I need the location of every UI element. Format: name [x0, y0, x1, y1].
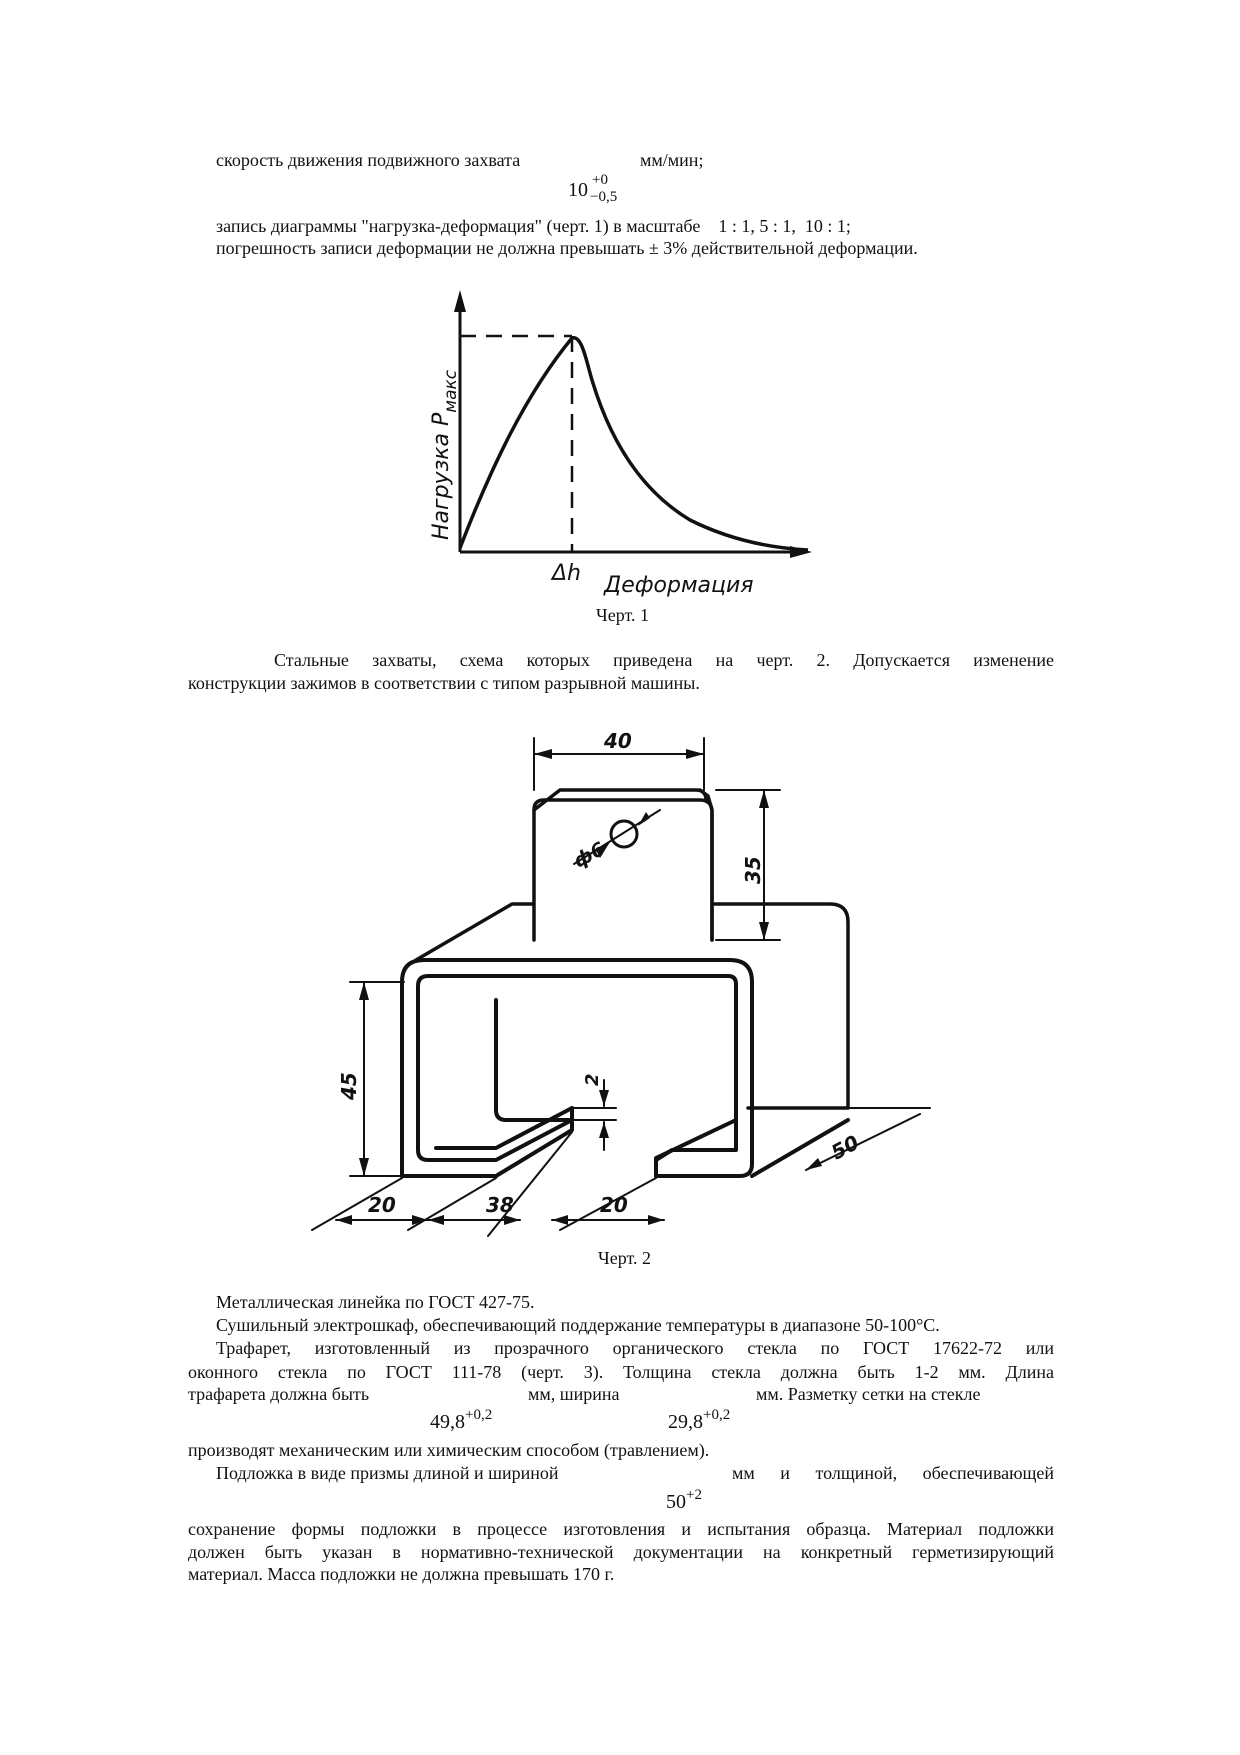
dim-bottom-mid-label: 38 [486, 1193, 514, 1217]
dimension-arrows [336, 749, 822, 1225]
dim-height-top-label: 35 [741, 856, 765, 884]
speed-sub: −0,5 [590, 189, 618, 205]
length-sup: +0,2 [465, 1407, 493, 1423]
speed-base: 10 [568, 179, 588, 201]
length-base: 49,8 [430, 1411, 465, 1433]
hole [611, 821, 637, 847]
dim-width-label: 40 [604, 729, 632, 753]
substrate-line1b: мм и толщиной, обеспечивающей [732, 1463, 1054, 1483]
figure1-xlabel: Деформация [604, 573, 754, 598]
speed-text: скорость движения подвижного захвата [216, 150, 521, 170]
speed-unit: мм/мин; [640, 150, 704, 170]
stencil-line1: Трафарет, изготовленный из прозрачного органического стекла по ГОСТ 17622-72 или [216, 1338, 1054, 1358]
substrate-line3: должен быть указан в нормативно-технической документации на конкретный герметизирующий [188, 1542, 1054, 1562]
substrate-sup: +2 [686, 1487, 702, 1503]
stencil-line2: оконного стекла по ГОСТ 111-78 (черт. 3). Толщина стекла должна быть 1-2 мм. Длина [188, 1362, 1054, 1382]
figure1-ylabel: Нагрузка $Р_{макс}$ [429, 369, 461, 540]
substrate-line1a: Подложка в виде призмы длиной и шириной [216, 1463, 559, 1483]
clamps-line2: конструкции зажимов в соответствии с типом разрывной машины. [188, 673, 700, 693]
stencil-line3b: мм, ширина [528, 1384, 620, 1404]
diagram-text: запись диаграммы "нагрузка-деформация" (черт. 1) в масштабе 1 : 1, 5 : 1, 10 : 1; [216, 216, 851, 236]
speed-sup: +0 [592, 172, 608, 188]
dim-bottom-right-label: 20 [600, 1193, 628, 1217]
substrate-base: 50 [666, 1491, 686, 1513]
substrate-line2: сохранение формы подложки в процессе изготовления и испытания образца. Материал подложки [188, 1519, 1054, 1539]
figure1-peak-label: Δh [552, 561, 581, 586]
length-tolerance [430, 1407, 493, 1434]
error-text: погрешность записи деформации не должна превышать ± 3% действительной деформации. [216, 238, 918, 258]
substrate-line4: материал. Масса подложки не должна превышать 170 г. [188, 1564, 615, 1584]
dim-height-front-label: 45 [337, 1072, 361, 1100]
cabinet-text: Сушильный электрошкаф, обеспечивающий поддержание температуры в диапазоне 50-100°С. [216, 1315, 940, 1335]
clamps-line1: Стальные захваты, схема которых приведена на черт. 2. Допускается изменение [274, 650, 1054, 670]
stencil-line4: производят механическим или химическим способом (травлением). [188, 1440, 710, 1460]
dim-bottom-left-label: 20 [368, 1193, 396, 1217]
dim-depth-label: 50 [827, 1130, 863, 1165]
stencil-line3c: мм. Разметку сетки на стекле [756, 1384, 981, 1404]
width-sup: +0,2 [703, 1407, 731, 1423]
ruler-text: Металлическая линейка по ГОСТ 427-75. [216, 1292, 535, 1312]
figure2-caption: Черт. 2 [598, 1248, 651, 1268]
top-plate [534, 790, 712, 940]
width-base: 29,8 [668, 1411, 703, 1433]
dim-hole-label: ф6 [570, 837, 609, 873]
bracket-front [402, 960, 848, 1176]
dim-gap-label: 2 [582, 1073, 603, 1086]
width-tolerance [668, 1407, 731, 1434]
bracket-back [416, 904, 848, 1108]
figure1-caption: Черт. 1 [596, 605, 649, 625]
stencil-line3a: трафарета должна быть [188, 1384, 370, 1404]
substrate-tolerance [666, 1487, 702, 1514]
